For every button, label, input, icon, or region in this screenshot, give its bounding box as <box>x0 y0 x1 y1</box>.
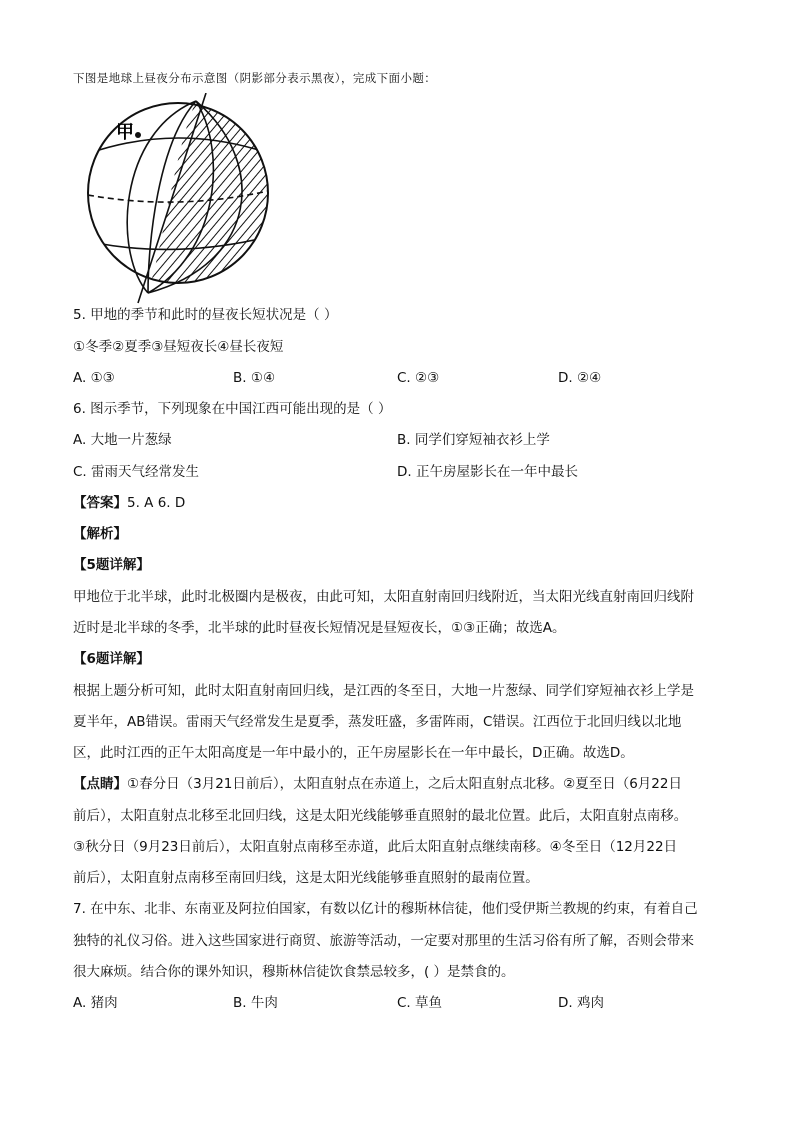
q5-stem: 5. 甲地的季节和此时的昼夜长短状况是（ ） <box>73 307 338 323</box>
point-jia <box>135 132 141 138</box>
q7-option-c[interactable]: C. 草鱼 <box>397 995 443 1011</box>
tip-line-2: 前后），太阳直射点北移至北回归线，这是太阳光线能够垂直照射的最北位置。此后，太阳直射点南移。 <box>73 808 688 824</box>
analysis-tag: 【解析】 <box>73 526 127 542</box>
d6-tag: 【6题详解】 <box>73 651 150 667</box>
q7-line-3: 很大麻烦。结合你的课外知识，穆斯林信徒饮食禁忌较多，( ）是禁食的。 <box>73 964 515 980</box>
q7-line-1: 7. 在中东、北非、东南亚及阿拉伯国家，有数以亿计的穆斯林信徒，他们受伊斯兰教规的约束，有着自己 <box>73 901 698 917</box>
d5-line-2: 近时是北半球的冬季，北半球的此时昼夜长短情况是昼短夜长，①③正确；故选A。 <box>73 620 566 636</box>
intro-text: 下图是地球上昼夜分布示意图（阴影部分表示黑夜），完成下面小题： <box>73 71 437 85</box>
answer-text: 5. A 6. D <box>127 495 186 511</box>
answer-tag: 【答案】 <box>73 495 127 511</box>
q6-option-d[interactable]: D. 正午房屋影长在一年中最长 <box>397 464 578 480</box>
q6-option-a[interactable]: A. 大地一片葱绿 <box>73 432 172 448</box>
night-shading <box>78 93 278 293</box>
d6-line-2: 夏半年，AB错误。雷雨天气经常发生是夏季，蒸发旺盛，多雷阵雨，C错误。江西位于北回归线以北地 <box>73 714 682 730</box>
q5-items: ①冬季②夏季③昼短夜长④昼长夜短 <box>73 339 284 355</box>
tip-line-4: 前后），太阳直射点南移至南回归线，这是太阳光线能够垂直照射的最南位置。 <box>73 870 539 886</box>
answer-line <box>73 493 185 513</box>
q5-option-b[interactable]: B. ①④ <box>233 370 276 386</box>
q6-options-row2 <box>73 462 733 482</box>
q6-options-row1 <box>73 430 733 450</box>
q5-option-c[interactable]: C. ②③ <box>397 370 440 386</box>
d5-tag: 【5题详解】 <box>73 557 150 573</box>
tip-tag: 【点睛】 <box>73 776 127 792</box>
q7-line-2: 独特的礼仪习俗。进入这些国家进行商贸、旅游等活动，一定要对那里的生活习俗有所了解，否则会带来 <box>73 933 694 949</box>
q5-option-d[interactable]: D. ②④ <box>558 370 602 386</box>
q5-option-a[interactable]: A. ①③ <box>73 370 115 386</box>
tip-line-1-text: ①春分日（3月21日前后），太阳直射点在赤道上，之后太阳直射点北移。②夏至日（6月22日 <box>127 776 682 792</box>
q6-stem: 6. 图示季节，下列现象在中国江西可能出现的是（ ） <box>73 401 392 417</box>
q7-options <box>73 993 733 1013</box>
q7-option-a[interactable]: A. 猪肉 <box>73 995 118 1011</box>
d6-line-1: 根据上题分析可知，此时太阳直射南回归线，是江西的冬至日，大地一片葱绿、同学们穿短袖衣衫上学是 <box>73 683 694 699</box>
d6-line-3: 区，此时江西的正午太阳高度是一年中最小的，正午房屋影长在一年中最长，D正确。故选D。 <box>73 745 634 761</box>
tip-line-1 <box>73 774 682 794</box>
q7-option-b[interactable]: B. 牛肉 <box>233 995 278 1011</box>
point-jia-label: 甲 <box>116 122 134 143</box>
q7-option-d[interactable]: D. 鸡肉 <box>558 995 604 1011</box>
d5-line-1: 甲地位于北半球，此时北极圈内是极夜，由此可知，太阳直射南回归线附近，当太阳光线直射南回归线附 <box>73 589 694 605</box>
q5-options <box>73 368 733 388</box>
q6-option-c[interactable]: C. 雷雨天气经常发生 <box>73 464 200 480</box>
tip-line-3: ③秋分日（9月23日前后），太阳直射点南移至赤道，此后太阳直射点继续南移。④冬至日（12月22日 <box>73 839 678 855</box>
q6-option-b[interactable]: B. 同学们穿短袖衣衫上学 <box>397 432 550 448</box>
day-night-globe-figure <box>78 93 278 308</box>
